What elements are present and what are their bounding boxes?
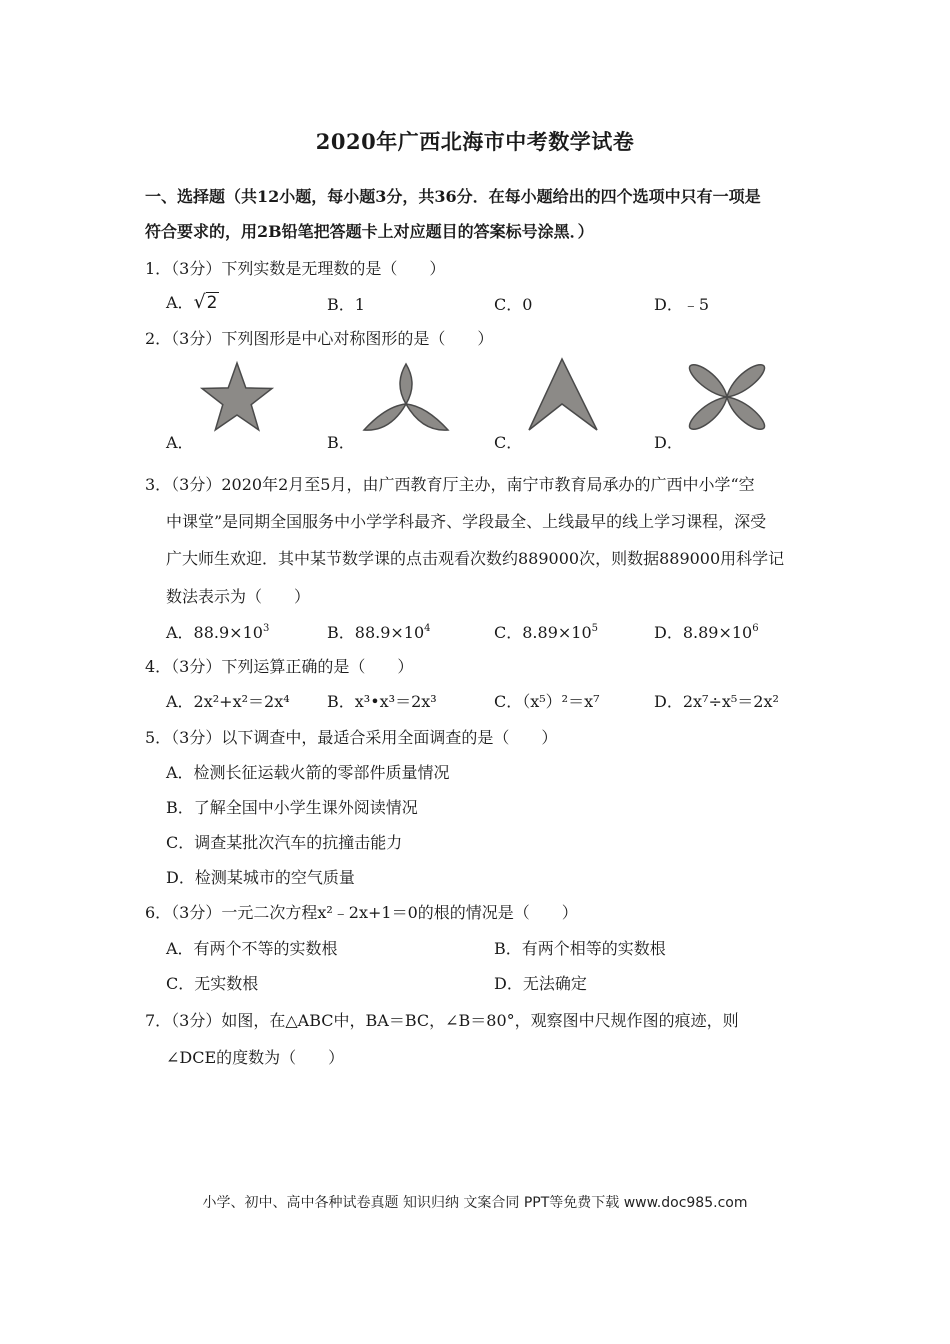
question-3-line4: 数法表示为（ ） [166, 587, 311, 606]
question-6-option-c: C．无实数根 [166, 974, 259, 993]
question-1-option-a [166, 290, 219, 313]
question-7-line2: ∠DCE的度数为（ ） [166, 1048, 345, 1067]
option-b-base: B．88.9×10 [327, 623, 425, 642]
arrowhead-figure [526, 356, 600, 434]
question-7-line1: 7．（3分）如图，在△ABC中，BA＝BC，∠B＝80°，观察图中尺规作图的痕迹，则 [145, 1011, 739, 1030]
question-1-option-d: D．﹣5 [654, 295, 710, 314]
question-3-option-b [327, 620, 431, 643]
question-3-option-a [166, 620, 269, 643]
question-1-option-b: B．1 [327, 295, 365, 314]
question-6-stem: 6．（3分）一元二次方程x²﹣2x+1＝0的根的情况是（ ） [145, 903, 578, 922]
question-4-stem: 4．（3分）下列运算正确的是（ ） [145, 657, 414, 676]
option-b-exponent: 4 [424, 623, 431, 634]
sqrt-radicand: 2 [206, 293, 218, 313]
page-footer: 小学、初中、高中各种试卷真题 知识归纳 文案合同 PPT等免费下载 www.doc985.com [202, 1195, 748, 1211]
question-2-option-a: A． [166, 433, 194, 452]
question-2-stem: 2．（3分）下列图形是中心对称图形的是（ ） [145, 329, 494, 348]
option-a-label: A． [166, 293, 194, 312]
question-6-option-d: D．无法确定 [494, 974, 587, 993]
question-5-option-c: C．调查某批次汽车的抗撞击能力 [166, 833, 403, 852]
section-heading-line1: 一、选择题（共12小题，每小题3分，共36分．在每小题给出的四个选项中只有一项是 [145, 187, 761, 206]
section-heading-line2: 符合要求的，用2B铅笔把答题卡上对应题目的答案标号涂黑．） [145, 222, 594, 241]
four-petal-figure [686, 358, 768, 436]
question-4-option-c: C．（x⁵）²＝x⁷ [494, 692, 600, 711]
question-5-stem: 5．（3分）以下调查中，最适合采用全面调查的是（ ） [145, 728, 558, 747]
question-5-option-b: B．了解全国中小学生课外阅读情况 [166, 798, 418, 817]
sqrt-icon: √ [193, 291, 206, 313]
option-c-exponent: 5 [591, 623, 599, 634]
question-1-option-c: C．0 [494, 295, 533, 314]
three-petal-figure [358, 360, 454, 436]
question-6-option-b: B．有两个相等的实数根 [494, 939, 666, 958]
question-3-option-d [654, 620, 759, 643]
question-3-option-c [494, 620, 598, 643]
question-4-option-a: A．2x²+x²＝2x⁴ [166, 692, 290, 711]
option-c-base: C．8.89×10 [494, 623, 592, 642]
question-3-line3: 广大师生欢迎．其中某节数学课的点击观看次数约889000次，则数据889000用科学记 [166, 549, 785, 568]
page-title: 2020年广西北海市中考数学试卷 [315, 129, 635, 154]
question-5-option-d: D．检测某城市的空气质量 [166, 868, 355, 887]
question-3-line2: 中课堂”是同期全国服务中小学学科最齐、学段最全、上线最早的线上学习课程，深受 [166, 512, 767, 531]
option-a-base: A．88.9×10 [166, 623, 263, 642]
question-2-option-b: B． [327, 433, 355, 452]
question-2-option-c: C． [494, 433, 523, 452]
question-1-stem: 1．（3分）下列实数是无理数的是（ ） [145, 259, 446, 278]
question-3-line1: 3．（3分）2020年2月至5月，由广西教育厅主办，南宁市教育局承办的广西中小学“空 [145, 475, 755, 494]
question-6-option-a: A．有两个不等的实数根 [166, 939, 338, 958]
option-d-exponent: 6 [752, 623, 759, 634]
question-5-option-a: A．检测长征运载火箭的零部件质量情况 [166, 763, 450, 782]
question-4-option-d: D．2x⁷÷x⁵＝2x² [654, 692, 779, 711]
option-a-exponent: 3 [262, 623, 270, 634]
star-figure [198, 360, 276, 435]
question-2-option-d: D． [654, 433, 683, 452]
option-d-base: D．8.89×10 [654, 623, 753, 642]
question-4-option-b: B．x³•x³＝2x³ [327, 692, 437, 711]
